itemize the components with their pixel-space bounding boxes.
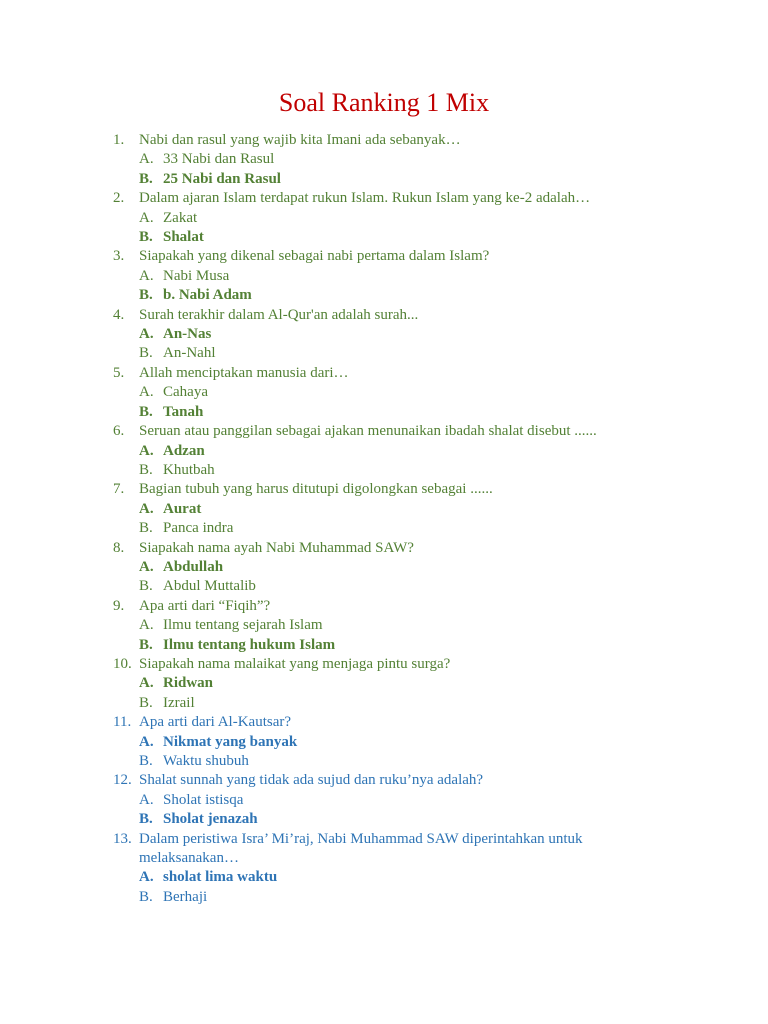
question-text: Apa arti dari “Fiqih”? [139,597,271,614]
option-text: Ilmu tentang sejarah Islam [163,617,323,634]
question-item [113,189,633,247]
question-number: 7. [113,481,125,498]
option-letter: B. [139,888,153,905]
option-letter: B. [139,461,153,478]
question-item [113,306,633,364]
answer-option-correct [113,500,633,519]
answer-option-correct [113,286,633,305]
question-text: Siapakah nama ayah Nabi Muhammad SAW? [139,539,414,556]
option-text: Sholat istisqa [163,791,244,808]
question-text: Siapakah yang dikenal sebagai nabi pertama dalam Islam? [139,248,490,265]
question-line [113,655,633,674]
question-number: 6. [113,423,125,440]
answer-option-correct [113,810,633,829]
question-text: Apa arti dari Al-Kautsar? [139,714,292,731]
answer-option-correct [113,325,633,344]
option-text: Ilmu tentang hukum Islam [163,636,336,653]
option-letter: A. [139,442,154,459]
option-text: b. Nabi Adam [163,287,252,304]
question-text: Dalam ajaran Islam terdapat rukun Islam. Rukun Islam yang ke-2 adalah… [139,190,591,207]
option-letter: B. [139,753,153,769]
answer-option [113,752,633,771]
answer-option [113,519,633,538]
question-number: 11. [113,714,132,731]
option-letter: A. [139,500,154,517]
option-letter: B. [139,287,153,304]
option-letter: B. [139,520,153,537]
option-text: Shalat [163,229,204,246]
question-line [113,539,633,558]
option-text: sholat lima waktu [163,869,278,886]
option-text: Khutbah [163,461,215,478]
option-text: Cahaya [163,384,208,401]
question-line [113,830,633,869]
answer-option [113,344,633,363]
option-letter: A. [139,558,154,575]
question-list [113,131,633,907]
question-line [113,771,633,790]
option-text: Abdul Muttalib [163,578,256,595]
page-title: Soal Ranking 1 Mix [278,88,490,117]
option-letter: A. [139,675,154,692]
option-letter: B. [139,345,153,362]
answer-option [113,150,633,169]
option-letter: B. [139,170,153,187]
option-letter: A. [139,151,154,168]
option-text: Izrail [163,694,195,711]
question-number: 5. [113,364,125,381]
question-text: Shalat sunnah yang tidak ada sujud dan ruku’nya adalah? [139,772,484,789]
option-letter: A. [139,791,154,808]
option-text: An-Nahl [163,345,216,362]
question-number: 10. [113,655,132,672]
question-line [113,306,633,325]
question-item [113,655,633,713]
option-text: Zakat [163,209,198,226]
question-number: 4. [113,306,125,323]
option-text: Ridwan [163,675,214,692]
question-item [113,247,633,305]
answer-option [113,461,633,480]
question-item [113,364,633,422]
option-text: Waktu shubuh [163,753,249,769]
question-line [113,480,633,499]
question-number: 8. [113,539,125,556]
option-letter: A. [139,384,154,401]
question-text: Nabi dan rasul yang wajib kita Imani ada sebanyak… [139,132,461,148]
answer-option-correct [113,868,633,887]
question-text: Surah terakhir dalam Al-Qur'an adalah surah... [139,306,419,323]
option-letter: B. [139,403,153,420]
option-text: 25 Nabi dan Rasul [163,170,281,187]
option-text: Tanah [163,403,204,420]
option-letter: A. [139,733,154,750]
question-text: Siapakah nama malaikat yang menjaga pintu surga? [139,655,451,672]
question-item [113,830,633,908]
question-item [113,539,633,597]
answer-option-correct [113,733,633,752]
question-line [113,713,633,732]
question-line [113,131,633,150]
option-letter: B. [139,229,153,246]
answer-option [113,267,633,286]
question-item [113,713,633,771]
answer-option [113,209,633,228]
question-item [113,771,633,829]
question-item [113,597,633,655]
option-letter: A. [139,326,154,343]
option-letter: A. [139,267,154,284]
answer-option [113,791,633,810]
option-text: An-Nas [163,326,212,343]
question-line [113,597,633,616]
question-number: 13. [113,830,132,847]
option-text: 33 Nabi dan Rasul [163,151,275,168]
answer-option-correct [113,170,633,189]
answer-option-correct [113,558,633,577]
question-number: 12. [113,772,132,789]
answer-option-correct [113,403,633,422]
question-line [113,422,633,441]
question-line [113,189,633,208]
option-letter: A. [139,869,154,886]
question-text: Dalam peristiwa Isra’ Mi’raj, Nabi Muhammad SAW diperintahkan untuk melaksanakan… [139,830,583,867]
question-item [113,131,633,189]
question-number: 3. [113,248,125,265]
option-text: Abdullah [163,558,224,575]
option-letter: B. [139,811,153,828]
option-text: Nabi Musa [163,267,230,284]
answer-option [113,694,633,713]
answer-option-correct [113,636,633,655]
answer-option [113,577,633,596]
question-number: 2. [113,190,125,207]
question-line [113,364,633,383]
option-text: Aurat [163,500,202,517]
option-text: Adzan [163,442,205,459]
option-text: Panca indra [163,520,234,537]
question-number: 1. [113,132,125,148]
option-letter: A. [139,617,154,634]
option-letter: A. [139,209,154,226]
question-item [113,480,633,538]
answer-option-correct [113,674,633,693]
question-text: Allah menciptakan manusia dari… [139,364,349,381]
option-text: Nikmat yang banyak [163,733,298,750]
option-letter: B. [139,578,153,595]
question-item [113,422,633,480]
question-line [113,247,633,266]
answer-option [113,383,633,402]
question-text: Seruan atau panggilan sebagai ajakan menunaikan ibadah shalat disebut ...... [139,423,597,440]
question-text: Bagian tubuh yang harus ditutupi digolongkan sebagai ...... [139,481,493,498]
option-letter: B. [139,636,153,653]
option-letter: B. [139,694,153,711]
option-text: Berhaji [163,888,208,905]
answer-option [113,888,633,907]
question-number: 9. [113,597,125,614]
answer-option [113,616,633,635]
answer-option-correct [113,228,633,247]
option-text: Sholat jenazah [163,811,258,828]
answer-option-correct [113,442,633,461]
